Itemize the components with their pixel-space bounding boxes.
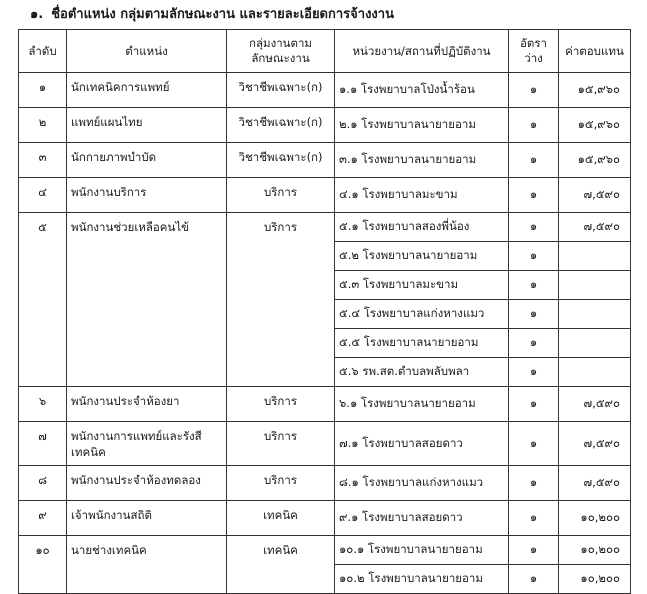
cell-group: วิชาชีพเฉพาะ(ก) — [227, 108, 335, 143]
cell-unit: ๓.๑ โรงพยาบาลนายายอาม — [335, 143, 509, 178]
cell-vacancy: ๑ — [509, 358, 559, 387]
cell-pay: ๗,๕๙๐ — [559, 387, 631, 422]
table-row — [19, 536, 631, 565]
cell-unit: ๕.๕ โรงพยาบาลนายายอาม — [335, 329, 509, 358]
cell-pay: ๑๕,๙๖๐ — [559, 73, 631, 108]
cell-position: แพทย์แผนไทย — [67, 108, 227, 143]
cell-group: บริการ — [227, 178, 335, 213]
cell-position: เจ้าพนักงานสถิติ — [67, 501, 227, 536]
cell-pay: ๑๐,๒๐๐ — [559, 536, 631, 565]
cell-pay: ๑๐,๒๐๐ — [559, 565, 631, 594]
cell-position: พนักงานประจำห้องยา — [67, 387, 227, 422]
table-body — [19, 73, 631, 594]
col-header-position: ตำแหน่ง — [67, 30, 227, 73]
table-row — [19, 213, 631, 242]
cell-group: เทคนิค — [227, 536, 335, 594]
cell-vacancy: ๑ — [509, 387, 559, 422]
cell-vacancy: ๑ — [509, 422, 559, 466]
table-row — [19, 143, 631, 178]
cell-pay: ๑๕,๙๖๐ — [559, 143, 631, 178]
cell-no: ๒ — [19, 108, 67, 143]
cell-unit: ๑๐.๑ โรงพยาบาลนายายอาม — [335, 536, 509, 565]
cell-position: พนักงานบริการ — [67, 178, 227, 213]
cell-unit: ๖.๑ โรงพยาบาลนายายอาม — [335, 387, 509, 422]
cell-position: นักกายภาพบำบัด — [67, 143, 227, 178]
employment-table — [18, 29, 631, 594]
cell-no: ๘ — [19, 466, 67, 501]
table-row — [19, 501, 631, 536]
col-header-vacancy: อัตราว่าง — [509, 30, 559, 73]
cell-position: พนักงานช่วยเหลือคนไข้ — [67, 213, 227, 387]
cell-pay: ๗,๕๙๐ — [559, 466, 631, 501]
cell-vacancy: ๑ — [509, 565, 559, 594]
cell-unit: ๒.๑ โรงพยาบาลนายายอาม — [335, 108, 509, 143]
table-row — [19, 466, 631, 501]
cell-position: พนักงานประจำห้องทดลอง — [67, 466, 227, 501]
cell-vacancy: ๑ — [509, 178, 559, 213]
cell-vacancy: ๑ — [509, 329, 559, 358]
cell-pay — [559, 271, 631, 300]
cell-vacancy: ๑ — [509, 300, 559, 329]
cell-vacancy: ๑ — [509, 501, 559, 536]
cell-unit: ๔.๑ โรงพยาบาลมะขาม — [335, 178, 509, 213]
cell-pay — [559, 242, 631, 271]
cell-group: เทคนิค — [227, 501, 335, 536]
col-header-group: กลุ่มงานตามลักษณะงาน — [227, 30, 335, 73]
table-row — [19, 422, 631, 466]
cell-vacancy: ๑ — [509, 73, 559, 108]
cell-pay — [559, 358, 631, 387]
table-row — [19, 178, 631, 213]
col-header-unit: หน่วยงาน/สถานที่ปฏิบัติงาน — [335, 30, 509, 73]
cell-group: บริการ — [227, 466, 335, 501]
cell-no: ๑๐ — [19, 536, 67, 594]
cell-unit: ๑.๑ โรงพยาบาลโป่งน้ำร้อน — [335, 73, 509, 108]
table-row — [19, 73, 631, 108]
cell-group: วิชาชีพเฉพาะ(ก) — [227, 143, 335, 178]
cell-unit: ๕.๖ รพ.สต.ตำบลพลับพลา — [335, 358, 509, 387]
cell-unit: ๙.๑ โรงพยาบาลสอยดาว — [335, 501, 509, 536]
cell-no: ๓ — [19, 143, 67, 178]
cell-pay — [559, 300, 631, 329]
cell-pay: ๗,๕๙๐ — [559, 422, 631, 466]
col-header-pay: ค่าตอบแทน — [559, 30, 631, 73]
cell-no: ๖ — [19, 387, 67, 422]
cell-vacancy: ๑ — [509, 143, 559, 178]
section-heading — [30, 3, 394, 24]
cell-group: บริการ — [227, 387, 335, 422]
cell-vacancy: ๑ — [509, 271, 559, 300]
cell-unit: ๕.๔ โรงพยาบาลแก่งหางแมว — [335, 300, 509, 329]
cell-vacancy: ๑ — [509, 213, 559, 242]
cell-vacancy: ๑ — [509, 108, 559, 143]
cell-unit: ๕.๑ โรงพยาบาลสองพี่น้อง — [335, 213, 509, 242]
cell-vacancy: ๑ — [509, 536, 559, 565]
cell-group: วิชาชีพเฉพาะ(ก) — [227, 73, 335, 108]
cell-no: ๕ — [19, 213, 67, 387]
table-row — [19, 387, 631, 422]
cell-no: ๙ — [19, 501, 67, 536]
cell-position: พนักงานการแพทย์และรังสีเทคนิค — [67, 422, 227, 466]
cell-no: ๑ — [19, 73, 67, 108]
table-row — [19, 108, 631, 143]
cell-pay — [559, 329, 631, 358]
cell-pay: ๑๕,๙๖๐ — [559, 108, 631, 143]
table-header-row — [19, 30, 631, 73]
cell-pay: ๗,๕๙๐ — [559, 213, 631, 242]
cell-unit: ๗.๑ โรงพยาบาลสอยดาว — [335, 422, 509, 466]
cell-unit: ๑๐.๒ โรงพยาบาลนายายอาม — [335, 565, 509, 594]
cell-group: บริการ — [227, 213, 335, 387]
section-title: ชื่อตำแหน่ง กลุ่มตามลักษณะงาน และรายละเอียดการจ้างงาน — [51, 7, 394, 22]
cell-vacancy: ๑ — [509, 466, 559, 501]
cell-group: บริการ — [227, 422, 335, 466]
cell-no: ๗ — [19, 422, 67, 466]
cell-vacancy: ๑ — [509, 242, 559, 271]
cell-unit: ๘.๑ โรงพยาบาลแก่งหางแมว — [335, 466, 509, 501]
col-header-no: ลำดับ — [19, 30, 67, 73]
cell-pay: ๑๐,๒๐๐ — [559, 501, 631, 536]
cell-position: นักเทคนิคการแพทย์ — [67, 73, 227, 108]
cell-unit: ๕.๓ โรงพยาบาลมะขาม — [335, 271, 509, 300]
cell-unit: ๕.๒ โรงพยาบาลนายายอาม — [335, 242, 509, 271]
cell-position: นายช่างเทคนิค — [67, 536, 227, 594]
cell-no: ๔ — [19, 178, 67, 213]
section-number: ๑. — [30, 7, 44, 22]
cell-pay: ๗,๕๙๐ — [559, 178, 631, 213]
